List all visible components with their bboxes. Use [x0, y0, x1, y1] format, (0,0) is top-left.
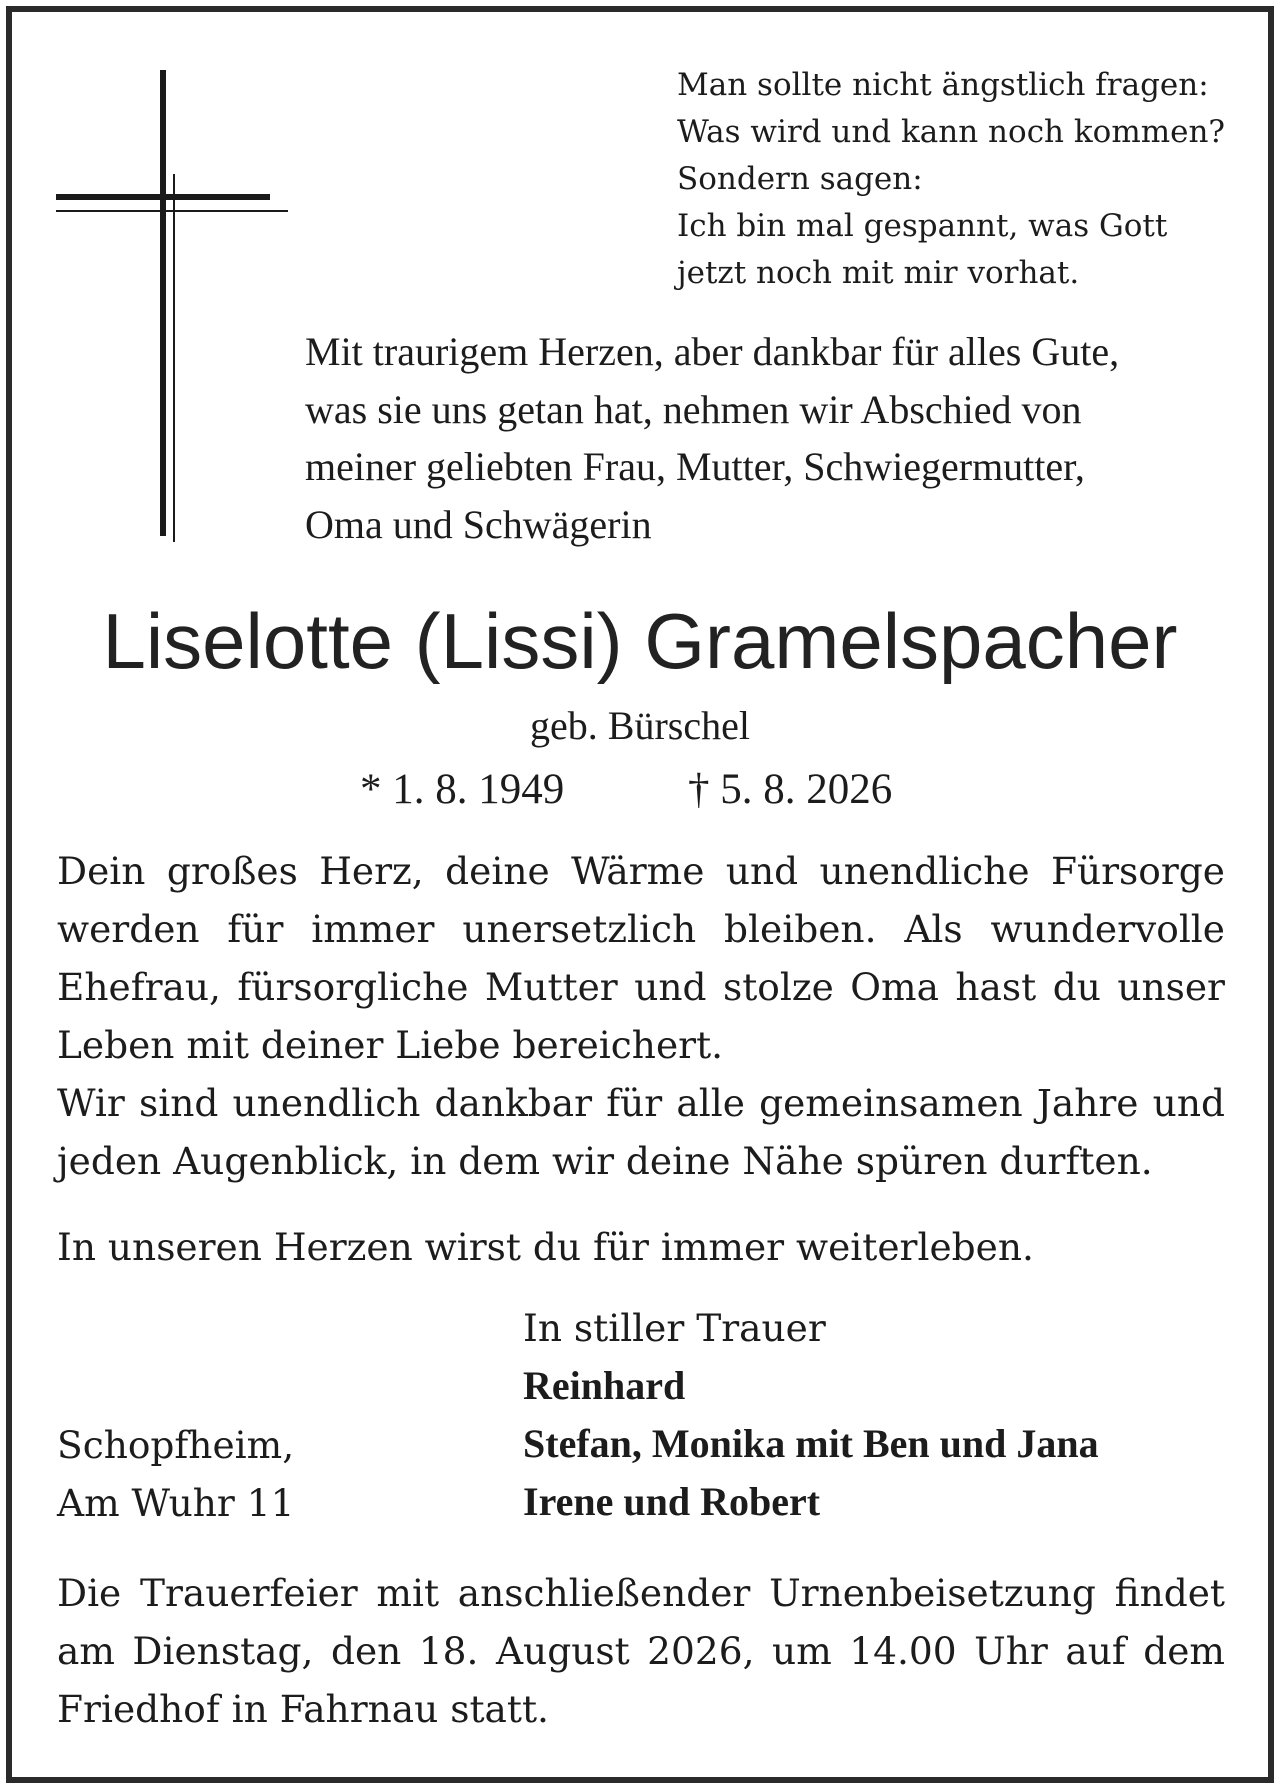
intro-line: Mit traurigem Herzen, aber dankbar für alles Gute,	[305, 329, 1120, 374]
poem-line: Was wird und kann noch kommen?	[677, 114, 1226, 150]
birth-date: * 1. 8. 1949	[360, 766, 565, 813]
intro-line: Oma und Schwägerin	[305, 501, 652, 547]
poem-line: jetzt noch mit mir vorhat.	[677, 255, 1080, 291]
intro-line: meiner geliebten Frau, Mutter, Schwiegermutter,	[305, 444, 1085, 489]
poem-line: Ich bin mal gespannt, was Gott	[677, 208, 1168, 244]
signature-intro: In stiller Trauer	[523, 1306, 826, 1350]
signature-block	[523, 1299, 1099, 1531]
mourner-name: Irene und Robert	[523, 1479, 821, 1524]
intro-text	[305, 323, 1245, 553]
poem-line: Man sollte nicht ängstlich fragen:	[677, 67, 1209, 103]
poem-line: Sondern sagen:	[677, 161, 923, 197]
body-text	[57, 842, 1225, 1190]
deceased-name: Liselotte (Lissi) Gramelspacher	[102, 597, 1178, 685]
intro-line: was sie uns getan hat, nehmen wir Abschied von	[305, 386, 1082, 432]
funeral-details	[57, 1564, 1225, 1738]
mourner-name: Stefan, Monika mit Ben und Jana	[523, 1421, 1099, 1466]
closing-line: In unseren Herzen wirst du für immer weiterleben.	[57, 1225, 1034, 1269]
body-paragraph: Wir sind unendlich dankbar für alle gemeinsamen Jahre und jeden Augenblick, in dem wir deine Nähe spüren durften.	[57, 1081, 1225, 1183]
funeral-text: Die Trauerfeier mit anschließender Urnenbeisetzung findet am Dienstag, den 18. August 2026, um 14.00 Uhr auf dem Friedhof in Fahrnau statt.	[57, 1571, 1225, 1731]
poem	[677, 62, 1237, 297]
maiden-name: geb. Bürschel	[530, 703, 750, 748]
address-line: Am Wuhr 11	[57, 1481, 295, 1525]
address-line: Schopfheim,	[57, 1423, 295, 1467]
body-paragraph: Dein großes Herz, deine Wärme und unendliche Fürsorge werden für immer unersetzlich bleiben. Als wundervolle Ehefrau, fürsorgliche Mutter und stolze Oma hast du unser Leben mit deiner Liebe bereichert.	[57, 849, 1225, 1067]
address-block	[57, 1416, 294, 1532]
mourner-name: Reinhard	[523, 1363, 686, 1408]
death-date: † 5. 8. 2026	[688, 766, 893, 813]
cross-icon	[56, 70, 288, 542]
